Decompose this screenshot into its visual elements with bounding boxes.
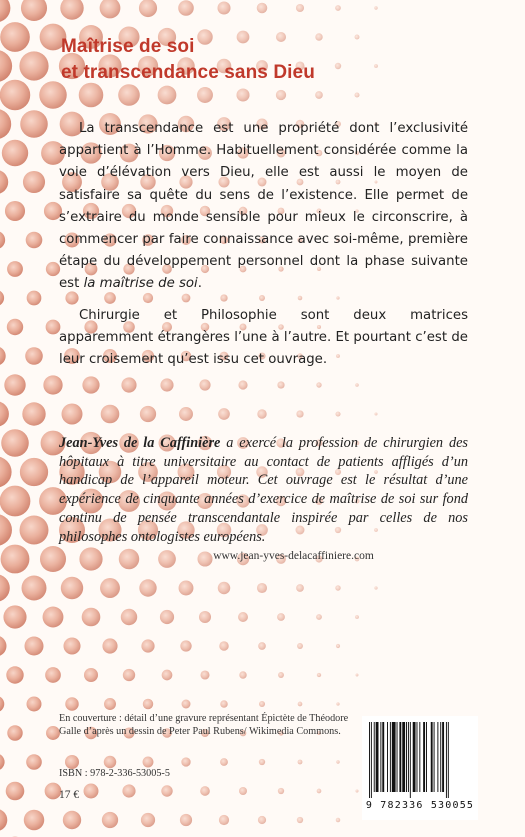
barcode-bar <box>387 722 388 792</box>
book-summary <box>59 118 468 380</box>
barcode-bar <box>423 722 425 792</box>
barcode-bar <box>410 722 411 798</box>
price: 17 € <box>59 789 80 801</box>
barcode-bar <box>417 722 418 792</box>
summary-paragraph-1-text: La transcendance est une propriété dont l’exclusivité appartient à l’Homme. Habituellement considérée comme la voie d’élévation vers Dieu, elle est aussi le moyen de satisfaire sa quête du sens de l’existence. Elle permet de s’extraire du monde sensible pour mieux le circonscrire, à commencer par faire connaissance avec soi-même, première étape du développement personnel dont la phase suivante est <box>59 121 468 292</box>
book-title-line-1: Maîtrise de soi <box>61 36 195 57</box>
cover-credit: En couverture : détail d’une gravure représentant Épictète de Théodore Galle d’après un dessin de Peter Paul Rubens/ Wikimedia Commons. <box>59 713 349 737</box>
barcode <box>362 716 478 820</box>
summary-paragraph-2: Chirurgie et Philosophie sont deux matrices apparemment étrangères l’une à l’autre. Et pourtant c’est de leur croisement qu’est issu cet ouvrage. <box>59 307 468 368</box>
author-bio-text: a exercé la profession de chirurgien des hôpitaux à titre universitaire au contact de patients affligés d’un handicap de l’appareil moteur. Cet ouvrage est le résultat d’une expérience de cinquante années d’exercice de maîtrise de soi sur fond continu de pensée transcendantale inspirée par celles de nos philosophes ontologistes européens. <box>59 435 468 545</box>
barcode-bar <box>382 722 384 792</box>
barcode-bar <box>442 722 444 792</box>
barcode-bar <box>374 722 375 792</box>
barcode-bar <box>406 722 407 792</box>
author-name: Jean-Yves de la Caffinière <box>59 435 221 451</box>
barcode-bar <box>426 722 427 792</box>
summary-emphasis: la maîtrise de soi <box>83 276 198 292</box>
barcode-bar <box>380 722 381 792</box>
barcode-bar <box>440 722 441 792</box>
barcode-bar <box>419 722 420 792</box>
barcode-bar <box>437 722 438 792</box>
barcode-bar <box>434 722 435 792</box>
barcode-bar <box>402 722 405 792</box>
barcode-bar <box>448 722 449 798</box>
book-title <box>61 34 315 86</box>
barcode-bar <box>446 722 447 798</box>
author-bio <box>59 434 468 546</box>
barcode-bar <box>369 722 370 798</box>
isbn: ISBN : 978-2-336-53005-5 <box>59 768 170 779</box>
barcode-bar <box>371 722 372 798</box>
summary-paragraph-1 <box>59 118 468 296</box>
barcode-bar <box>413 722 416 792</box>
barcode-bars <box>367 722 473 798</box>
barcode-bar <box>392 722 396 792</box>
barcode-bar <box>399 722 401 792</box>
summary-paragraph-1-end: . <box>197 276 202 292</box>
barcode-digits: 9 782336 530055 <box>365 800 475 811</box>
barcode-bar <box>408 722 409 792</box>
barcode-bar <box>390 722 391 792</box>
barcode-bar <box>397 722 398 792</box>
author-website[interactable]: www.jean-yves-delacaffiniere.com <box>213 550 374 562</box>
barcode-bar <box>431 722 433 792</box>
barcode-bar <box>376 722 379 792</box>
book-title-line-2: et transcendance sans Dieu <box>61 62 315 83</box>
